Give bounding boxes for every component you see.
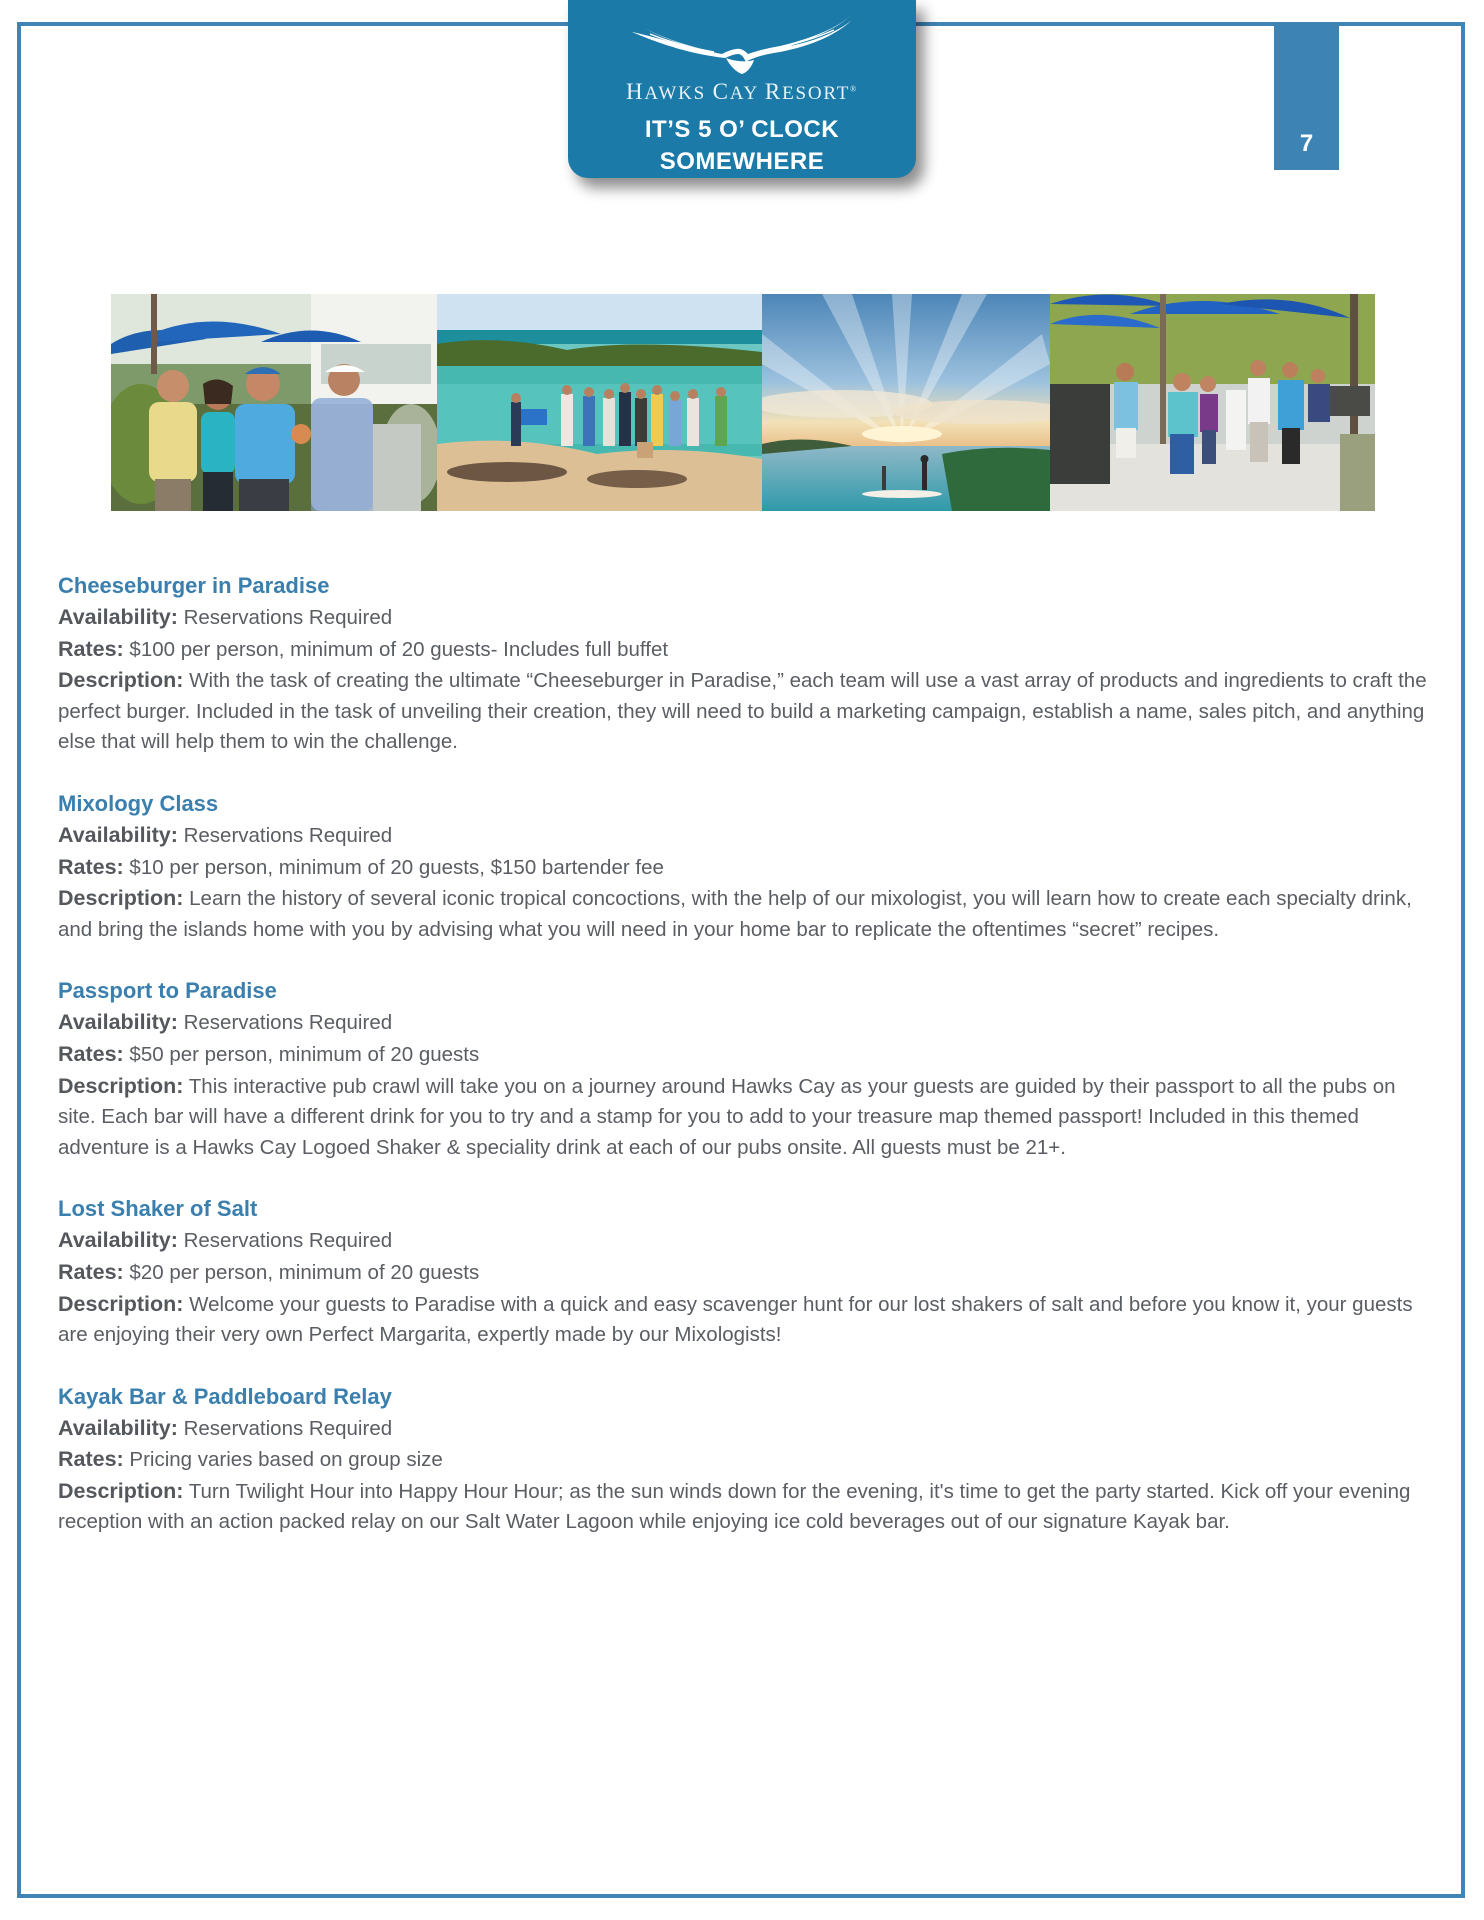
availability-row [58, 1413, 1430, 1445]
rates-label: Rates: [58, 1447, 124, 1472]
hawk-logo-icon [630, 14, 854, 78]
section-tagline [568, 114, 916, 178]
rates-value: $20 per person, minimum of 20 guests [129, 1260, 480, 1284]
rates-label: Rates: [58, 636, 124, 661]
description-label: Description: [58, 668, 184, 693]
rates-value: Pricing varies based on group size [129, 1448, 443, 1472]
rates-label: Rates: [58, 1259, 124, 1284]
event-item [58, 975, 1430, 1163]
resort-brand-name: HAWKS CAY RESORT® [626, 79, 858, 104]
event-title: Cheeseburger in Paradise [58, 573, 330, 598]
tagline-line-2: SOMEWHERE [659, 148, 825, 175]
availability-label: Availability: [58, 1415, 178, 1440]
event-title: Passport to Paradise [58, 978, 277, 1004]
event-item [58, 570, 1430, 758]
page-number-badge: 7 [1274, 22, 1339, 170]
description-label: Description: [58, 886, 184, 911]
availability-label: Availability: [58, 1228, 178, 1253]
event-title: Mixology Class [58, 790, 219, 816]
description-text: Turn Twilight Hour into Happy Hour Hour; as the sun winds down for the evening, it's time to get the party started. Kick off your evening reception with an action packed relay on our Salt Water Lagoon while enjoying ice cold beverages out of our signature Kayak bar. [58, 1479, 1411, 1534]
rates-value: $100 per person, minimum of 20 guests- Includes full buffet [129, 637, 669, 661]
availability-row [58, 820, 1430, 852]
event-item [58, 788, 1430, 945]
availability-label: Availability: [58, 605, 178, 629]
rates-row [58, 634, 1430, 666]
availability-row [58, 1225, 1430, 1257]
availability-value: Reservations Required [183, 606, 393, 629]
availability-value: Reservations Required [183, 1416, 393, 1440]
availability-row [58, 1007, 1430, 1039]
group-under-blue-umbrellas-photo [111, 294, 437, 511]
rates-row [58, 1039, 1430, 1071]
event-item [58, 1381, 1430, 1538]
event-list [58, 570, 1430, 1568]
description-row [58, 665, 1430, 758]
availability-value: Reservations Required [183, 823, 393, 847]
availability-label: Availability: [58, 822, 178, 847]
description-row [58, 883, 1430, 945]
rates-value: $10 per person, minimum of 20 guests, $150 bartender fee [129, 855, 664, 879]
description-label: Description: [58, 1478, 184, 1503]
description-row [58, 1476, 1430, 1538]
rates-row [58, 1444, 1430, 1476]
availability-row [58, 602, 1430, 634]
rates-row [58, 852, 1430, 884]
event-title: Kayak Bar & Paddleboard Relay [58, 1383, 392, 1409]
description-row [58, 1289, 1430, 1351]
availability-value: Reservations Required [183, 1011, 393, 1035]
description-row [58, 1071, 1430, 1164]
rates-value: $50 per person, minimum of 20 guests [129, 1042, 480, 1066]
availability-label: Availability: [58, 1010, 178, 1035]
photo-strip [111, 294, 1375, 511]
tagline-line-1: IT’S 5 O’ CLOCK [644, 116, 840, 143]
description-text: This interactive pub crawl will take you on a journey around Hawks Cay as your guests are guided by their passport to all the pubs on site. Each bar will have a different drink for you to try and a stamp for you to add to your treasure map themed passport! Included in this themed adventure is a Hawks Cay Logoed Shaker & speciality drink at each of our pubs onsite. All guests must be 21+. [58, 1074, 1396, 1159]
availability-value: Reservations Required [183, 1229, 393, 1253]
event-item [58, 1193, 1430, 1350]
rates-label: Rates: [58, 1041, 124, 1066]
resort-header-tab [568, 0, 916, 178]
guests-on-lagoon-beach-photo [437, 294, 762, 511]
description-text: Welcome your guests to Paradise with a quick and easy scavenger hunt for our lost shakers of salt and before you know it, your guests are enjoying their very own Perfect Margarita, expertly made by our Mixologists! [58, 1292, 1413, 1347]
description-label: Description: [58, 1073, 184, 1098]
rates-row [58, 1257, 1430, 1289]
description-text: Learn the history of several iconic tropical concoctions, with the help of our mixologist, you will learn how to create each specialty drink, and bring the islands home with you by advising what you will need in your home bar to replicate the oftentimes “secret” recipes. [58, 887, 1412, 941]
rates-label: Rates: [58, 854, 124, 879]
sunset-paddleboard-photo [762, 294, 1050, 511]
description-text: With the task of creating the ultimate “Cheeseburger in Paradise,” each team will use a vast array of products and ingredients to craft the perfect burger. Included in the task of unveiling their creation, they will need to build a marketing campaign, establish a name, sales pitch, and anything else that will help them to win the challenge. [58, 669, 1427, 754]
description-label: Description: [58, 1291, 184, 1316]
event-title: Lost Shaker of Salt [58, 1196, 258, 1222]
guests-on-pool-deck-photo [1050, 294, 1375, 511]
